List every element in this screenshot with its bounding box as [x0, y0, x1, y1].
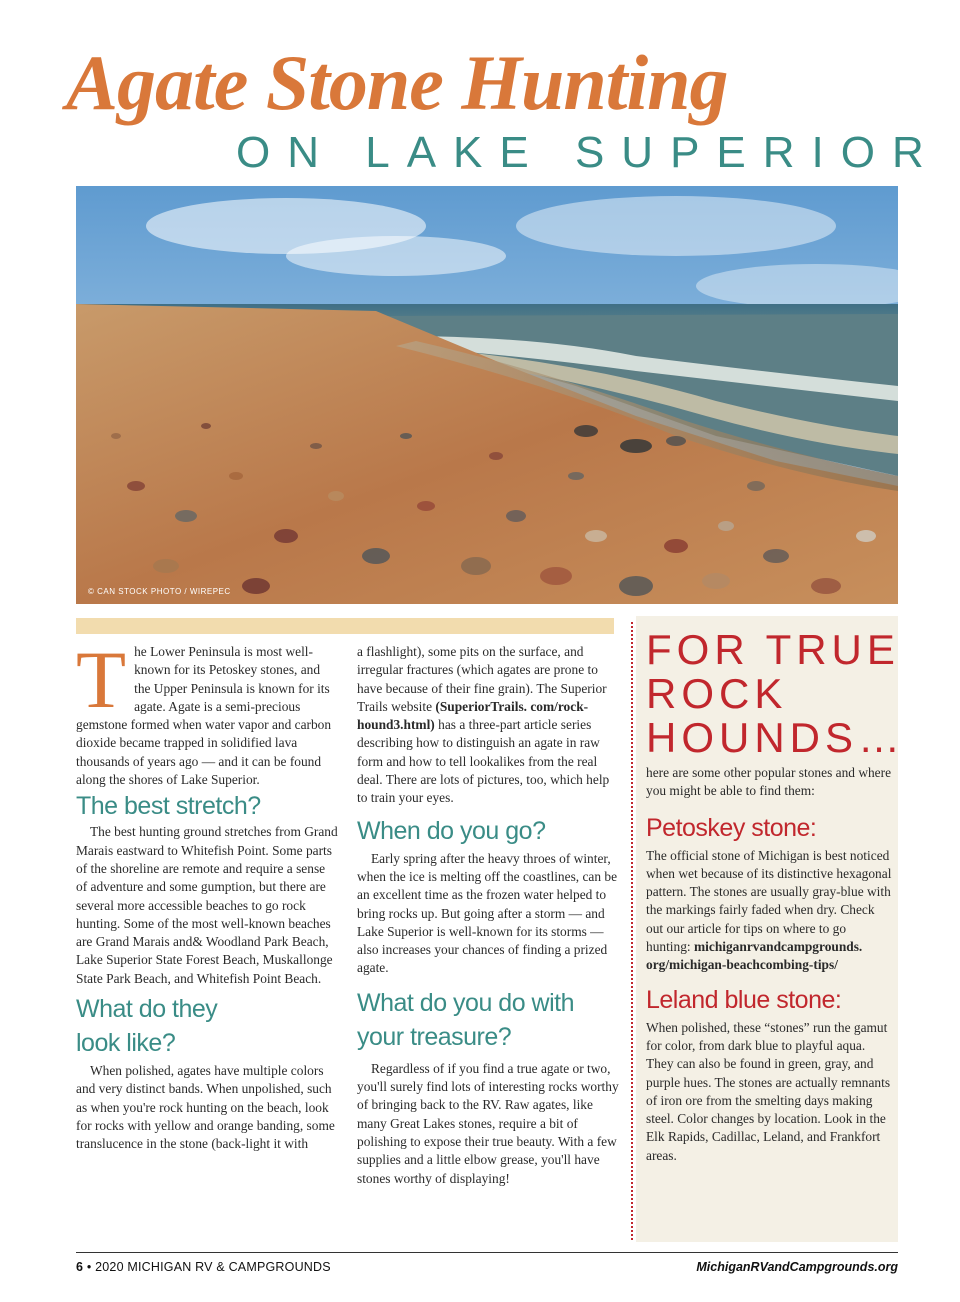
petoskey-heading: Petoskey stone:: [646, 813, 817, 842]
footer-rule: [76, 1252, 898, 1253]
best-stretch-text: The best hunting ground stretches from Grand Marais eastward to Whitefish Point. Some parts of the shoreline are remote and require a sense of adventure and some gumption, but there are several more accessible beaches to go rock hunting. Some of the most well-known beaches are Grand Marais and& Woodland Park Beach, Lake Superior State Forest Beach, Muskallonge State Park Beach, and Whitefish Point Beach.: [76, 824, 338, 986]
footer-bullet: •: [86, 1260, 92, 1274]
heading-treasure-line1: What do you do with: [357, 988, 575, 1017]
sidebar-heading: [646, 626, 906, 761]
when-go-text: Early spring after the heavy throes of winter, when the ice is melting off the coastlines, can be an excellent time as the frozen water helped to bring rocks up. But going after a storm — and Lake Superior is well-known for its storms — also increases your chances of finding a prized agate.: [357, 850, 618, 976]
intro-text: he Lower Peninsula is most well-known for its Petoskey stones, and the Upper Peninsula is known for its agate. Agate is a semi-precious gemstone formed when water vapor and carbon dioxide became trapped in solidified lava thousands of years ago — and it can be found along the shores of Lake Superior.: [76, 644, 332, 788]
heading-when-go: When do you go?: [357, 816, 546, 845]
article-column-2: [357, 643, 619, 1188]
rock-hounds-sidebar: [636, 616, 906, 1242]
heading-treasure-line2: your treasure?: [357, 1022, 512, 1051]
footer-publication: [76, 1260, 331, 1274]
leland-heading: Leland blue stone:: [646, 985, 842, 1014]
heading-look-like: [76, 992, 338, 1060]
look-like-cont-before: a flashlight), some pits on the surface, and irregular fractures (which agates are prone to have because of their fine grain). The Superior Trails website: [357, 644, 607, 714]
heading-look-like-line2: look like?: [76, 1029, 176, 1058]
petoskey-description: The official stone of Michigan is best noticed when wet because of its distinctive hexagonal pattern. The stones are usually gray-blue with the markings fairly faded when dry. Check out our article for tips on where to go hunting:: [646, 847, 892, 955]
lake-superior-beach-image: [76, 186, 898, 604]
page-number: 6: [76, 1260, 84, 1274]
article-title: Agate Stone Hunting: [66, 39, 728, 126]
treasure-text: Regardless of if you find a true agate or two, you'll surely find lots of interesting rocks worthy of bringing back to the RV. Raw agates, like many Great Lakes stones, require a bit of polishing to expose their true beauty. With a few supplies and a little elbow grease, you'll have stones worthy of displaying!: [357, 1060, 619, 1186]
intro-paragraph: [76, 634, 338, 789]
look-like-text-continued: [357, 643, 619, 808]
photo-credit: © CAN STOCK PHOTO / WIREPEC: [88, 587, 231, 596]
column-divider: [631, 622, 633, 1240]
sidebar-heading-line2: ROCK: [646, 670, 788, 717]
sidebar-intro: here are some other popular stones and where you might be able to find them:: [646, 765, 892, 799]
sidebar-heading-line3: HOUNDS…: [646, 714, 906, 761]
footer-website: MichiganRVandCampgrounds.org: [696, 1260, 898, 1274]
heading-treasure: [357, 986, 619, 1054]
look-like-text: When polished, agates have multiple colors and very distinct bands. When unpolished, such as when you're rock hunting on the beach, look for rocks with yellow and orange banding, some translucence in the stone (back-light it with: [76, 1063, 335, 1152]
beach-photo: [76, 186, 898, 604]
article-column-1: [76, 634, 338, 1154]
petoskey-text: [646, 847, 892, 975]
petoskey-link: michiganrvandcampgrounds. org/michigan-beachcombing-tips/: [646, 939, 863, 973]
heading-look-like-line1: What do they: [76, 995, 218, 1024]
drop-cap: T: [76, 634, 127, 725]
look-like-cont-after: has a three-part article series describing how to distinguish an agate in raw form and how to tell lookalikes from the real deal. There are lots of pictures, too, which help to train your eyes.: [357, 717, 610, 806]
article-subtitle: ON LAKE SUPERIOR: [236, 128, 941, 177]
publication-name: 2020 MICHIGAN RV & CAMPGROUNDS: [95, 1260, 331, 1274]
superior-trails-link: (SuperiorTrails. com/rock-hound3.html): [357, 698, 589, 733]
sidebar-heading-line1: FOR TRUE: [646, 626, 900, 673]
heading-best-stretch: The best stretch?: [76, 792, 261, 821]
tan-accent-bar: [76, 618, 614, 634]
leland-text: When polished, these “stones” run the gamut for color, from dark blue to playful aqua. They can also be found in green, gray, and purple hues. The stones are actually remnants of iron ore from the smelting days making steel. Color changes by location. Look in the Elk Rapids, Cadillac, Leland, and Frankfort areas.: [646, 1019, 891, 1163]
